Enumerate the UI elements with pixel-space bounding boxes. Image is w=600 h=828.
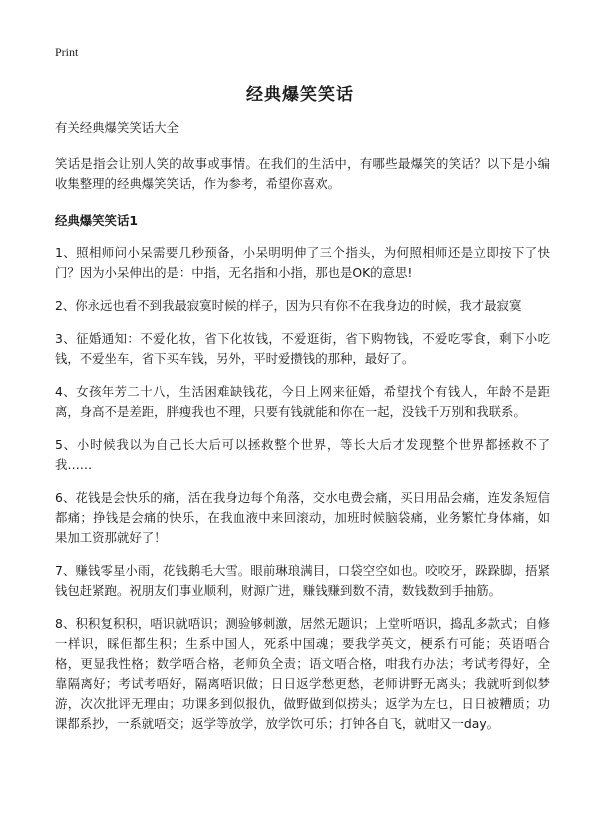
document-title: 经典爆笑笑话 — [246, 85, 354, 105]
joke-paragraph-1: 1、照相师问小呆需要几秒预备，小呆明明伸了三个指头，为何照相师还是立即按下了快门？因为小呆伸出的是：中指，无名指和小指，那也是OK的意思! — [55, 245, 550, 280]
section-heading: 经典爆笑笑话1 — [55, 213, 138, 228]
joke-paragraph-5: 5、小时候我以为自己长大后可以拯救整个世界，等长大后才发现整个世界都拯救不了我…… — [55, 437, 550, 472]
print-link[interactable]: Print — [55, 45, 79, 59]
document-body — [55, 118, 550, 747]
joke-paragraph-2: 2、你永远也看不到我最寂寞时候的样子，因为只有你不在我身边的时候，我才最寂寞 — [55, 298, 522, 313]
joke-paragraph-3: 3、征婚通知：不爱化妆，省下化妆钱，不爱逛街，省下购物钱，不爱吃零食，剩下小吃钱，不爱坐车，省下买车钱，另外，平时爱攒钱的那种，最好了。 — [55, 331, 550, 366]
joke-paragraph-7: 7、赚钱零星小雨，花钱鹅毛大雪。眼前琳琅满目，口袋空空如也。咬咬牙，跺跺脚，捂紧钱包赶紧跑。祝朋友们事业顺利，财源广进，赚钱赚到数不清，数钱数到手抽筋。 — [55, 563, 550, 598]
joke-paragraph-4: 4、女孩年芳二十八，生活困难缺钱花，今日上网来征婚，希望找个有钱人，年龄不是距离，身高不是差距，胖瘦我也不理，只要有钱就能和你在一起，没钱千万别和我联系。 — [55, 384, 550, 419]
joke-paragraph-6: 6、花钱是会快乐的痛，活在我身边每个角落，交水电费会痛，买日用品会痛，连发条短信都痛；挣钱是会痛的快乐，在我血液中来回滚动，加班时候脑袋痛，业务繁忙身体痛，如果加工资那就好了！ — [55, 490, 550, 545]
intro-paragraph: 笑话是指会让别人笑的故事或事情。在我们的生活中，有哪些最爆笑的笑话？以下是小编收集整理的经典爆笑笑话，作为参考，希望你喜欢。 — [55, 156, 550, 191]
document-subtitle: 有关经典爆笑笑话大全 — [55, 120, 179, 135]
joke-paragraph-8: 8、积积复积积，唔识就唔识；测验够刺激，居然无题识；上堂听唔识，捣乱多款式；自修一样识，睬佢都生积；生系中国人，死系中国魂；要我学英文，梗系冇可能；英语唔合格，更显我性格；数学唔合格，老师负全责；语文唔合格，咁我冇办法；考试考得好，全靠隔离好；考试考唔好，隔离唔识做；日日返学愁更愁，老师讲野无离头；我就听到似梦游，次次批评无理由；功课多到似报仇，做野做到似捞头；返学为左乜，日日被糟质；功课都系抄，一系就唔交；返学等放学，放学饮可乐；打钟各自飞，就咁又一day。 — [55, 616, 550, 731]
